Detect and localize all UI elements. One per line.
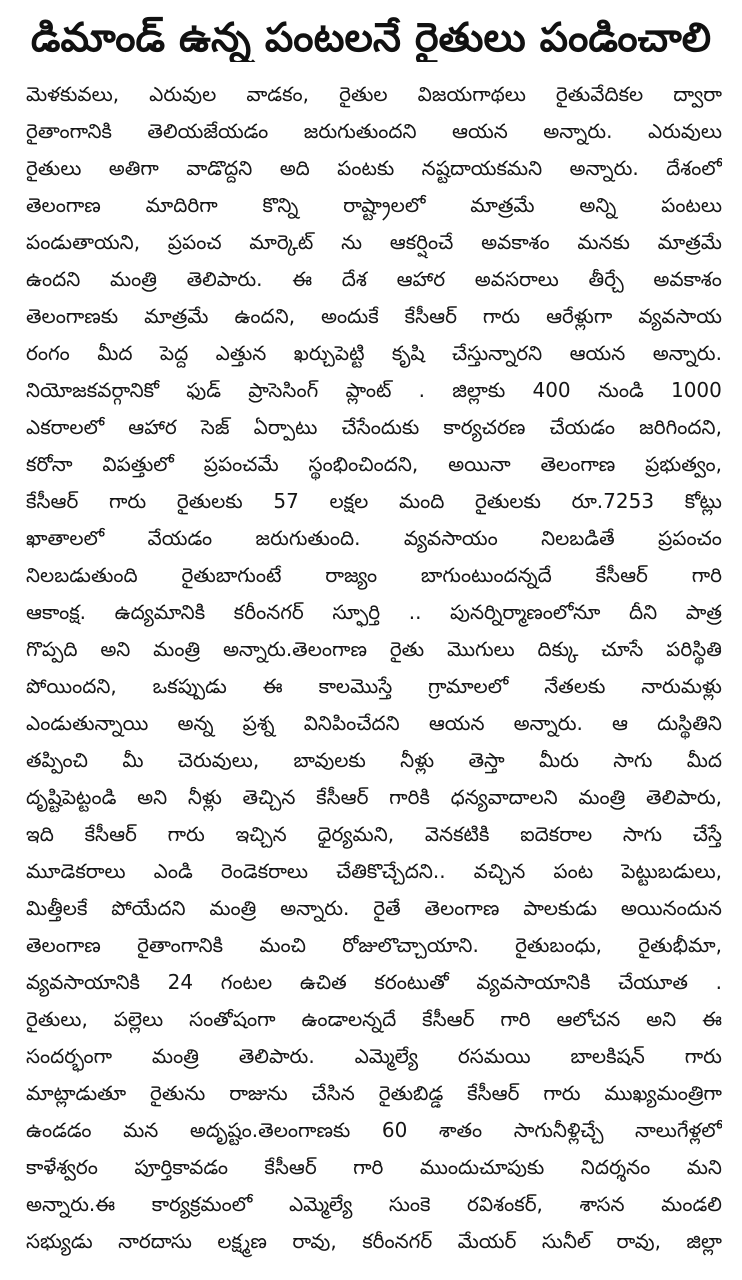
text-line: కాళేశ్వరం పూర్తికావడం కేసీఆర్ గారి ముందుచూపుకు నిదర్శనం మని: [26, 1155, 722, 1179]
text-line: మెళకువలు, ఎరువుల వాడకం, రైతుల విజయగాథలు రైతువేదికల ద్వారా: [26, 82, 722, 106]
text-line: తెలంగాణ రైతాంగానికి మంచి రోజులొచ్చాయాని. రైతుబంధు, రైతుభీమా,: [26, 933, 722, 957]
text-line: ఎకరాలలో ఆహార సెజ్ ఏర్పాటు చేసేందుకు కార్యచరణ చేయడం జరిగిందని,: [26, 415, 722, 439]
text-line: సందర్భంగా మంత్రి తెలిపారు. ఎమ్మెల్యే రసమయి బాలకిషన్ గారు: [26, 1044, 722, 1068]
text-line: పోయిందని, ఒకప్పుడు ఈ కాలమొస్తే గ్రామాలలో నేతలకు నారుమళ్లు: [26, 674, 722, 698]
text-line: వ్యవసాయానికి 24 గంటల ఉచిత కరంటుతో వ్యవసాయానికి చేయూత .: [26, 970, 722, 994]
text-line: మాట్లాడుతూ రైతును రాజును చేసిన రైతుబిడ్డ కేసీఆర్ గారు ముఖ్యమంత్రిగా: [26, 1081, 722, 1105]
text-line: సభ్యుడు నారదాసు లక్ష్మణ రావు, కరీంనగర్ మేయర్ సునీల్ రావు, జిల్లా: [26, 1229, 722, 1253]
text-line: తెలంగాణ మాదిరిగా కొన్ని రాష్ట్రాలలో మాత్రమే అన్ని పంటలు: [26, 193, 722, 217]
text-line: ఖాతాలలో వేయడం జరుగుతుంది. వ్యవసాయం నిలబడితే ప్రపంచం: [26, 526, 722, 550]
text-line: రైతులు అతిగా వాడొద్దని అది పంటకు నష్టదాయకమని అన్నారు. దేశంలో: [26, 156, 722, 180]
text-line: దృష్టిపెట్టండి అని నీళ్లు తెచ్చిన కేసీఆర్ గారికి ధన్యవాదాలని మంత్రి తెలిపారు,: [26, 785, 722, 809]
text-line: కేసీఆర్ గారు రైతులకు 57 లక్షల మంది రైతులకు రూ.7253 కోట్లు: [26, 489, 722, 513]
text-line: రైతాంగానికి తెలియజేయడం జరుగుతుందని ఆయన అన్నారు. ఎరువులు: [26, 119, 722, 143]
text-line: తెలంగాణకు మాత్రమే ఉందని, అందుకే కేసీఆర్ గారు ఆరేళ్లుగా వ్యవసాయ: [26, 304, 722, 328]
text-line: మూడెకరాలు ఎండి రెండెకరాలు చేతికొచ్చేదని.. వచ్చిన పంట పెట్టుబడులు,: [26, 859, 722, 883]
text-line: నియోజకవర్గానికో ఫుడ్ ప్రాసెసింగ్ ప్లాంట్ . జిల్లాకు 400 నుండి 1000: [26, 378, 722, 402]
text-line: ఆకాంక్ష. ఉద్యమానికి కరీంనగర్ స్ఫూర్తి .. పునర్నిర్మాణంలోనూ దీని పాత్ర: [26, 600, 722, 624]
text-line: అన్నారు.ఈ కార్యక్రమంలో ఎమ్మెల్యే సుంకె రవిశంకర్, శాసన మండలి: [26, 1192, 722, 1216]
text-line: నిలబడుతుంది రైతుబాగుంటే రాజ్యం బాగుంటుందన్నదే కేసీఆర్ గారి: [26, 563, 722, 587]
headline: డిమాండ్ ఉన్న పంటలనే రైతులు పండించాలి: [30, 15, 712, 61]
text-line: రంగం మీద పెద్ద ఎత్తున ఖర్చుపెట్టి కృషి చేస్తున్నారని ఆయన అన్నారు.: [26, 341, 722, 365]
text-line: ఎండుతున్నాయి అన్న ప్రశ్న వినిపించేదని ఆయన అన్నారు. ఆ దుస్థితిని: [26, 711, 722, 735]
text-line: కరోనా విపత్తులో ప్రపంచమే స్థంభించిందని, అయినా తెలంగాణ ప్రభుత్వం,: [26, 452, 722, 476]
text-line: రైతులు, పల్లెలు సంతోషంగా ఉండాలన్నదే కేసీఆర్ గారి ఆలోచన అని ఈ: [26, 1007, 722, 1031]
text-line: తప్పించి మీ చెరువులు, బావులకు నీళ్లు తెస్తా మీరు సాగు మీద: [26, 748, 722, 772]
text-line: ఉందని మంత్రి తెలిపారు. ఈ దేశ ఆహార అవసరాలు తీర్చే అవకాశం: [26, 267, 722, 291]
article-body: [0, 62, 742, 1260]
text-line: ఉండడం మన అదృష్టం.తెలంగాణకు 60 శాతం సాగునీళ్లిచ్చే నాలుగేళ్లలో: [26, 1118, 722, 1142]
text-line: మిత్తీలకే పోయేదని మంత్రి అన్నారు. రైతే తెలంగాణ పాలకుడు అయినందున: [26, 896, 722, 920]
text-line: ఇది కేసీఆర్ గారు ఇచ్చిన ధైర్యమని, వెనకటికి ఐదెకరాల సాగు చేస్తే: [26, 822, 722, 846]
text-line: పండుతాయని, ప్రపంచ మార్కెట్ ను ఆకర్షించే అవకాశం మనకు మాత్రమే: [26, 230, 722, 254]
text-line: గొప్పది అని మంత్రి అన్నారు.తెలంగాణ రైతు మొగులు దిక్కు చూసే పరిస్థితి: [26, 637, 722, 661]
